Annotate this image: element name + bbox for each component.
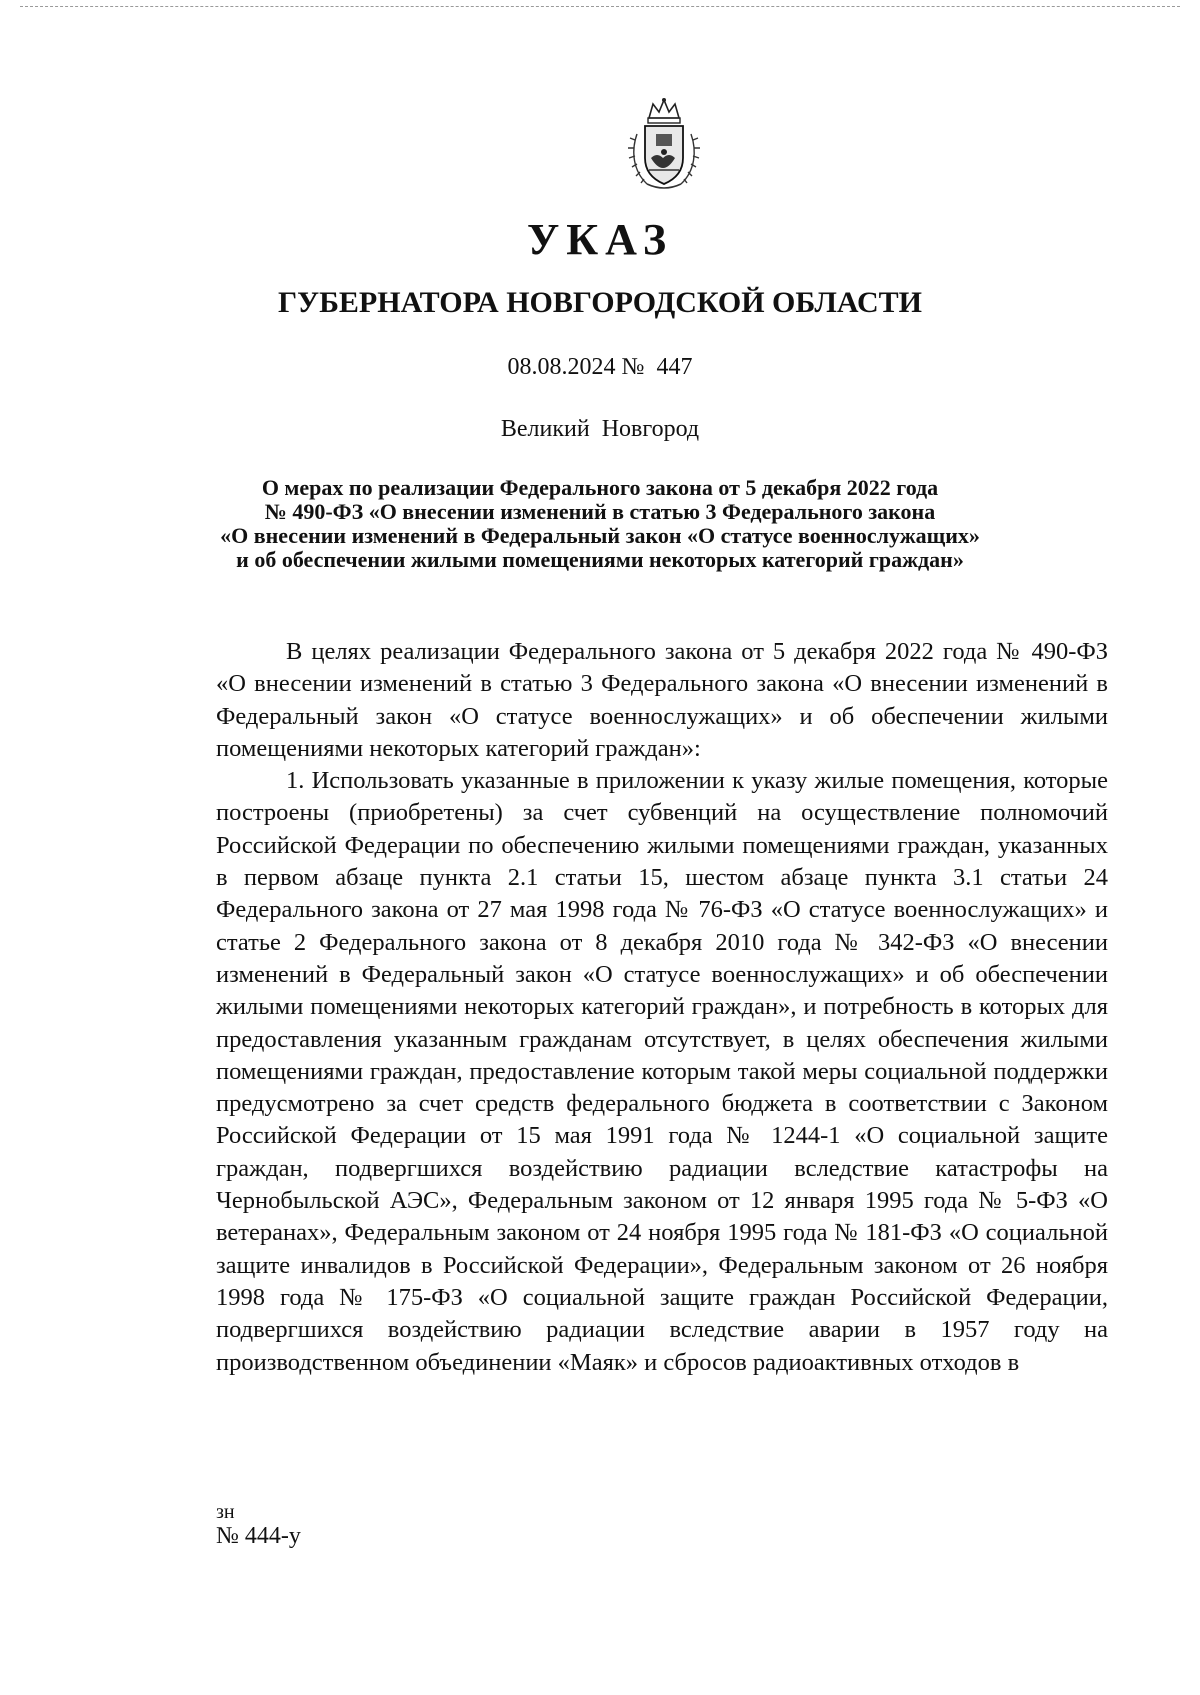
document-city: Великий Новгород xyxy=(500,416,700,442)
heading-line: «О внесении изменений в Федеральный закон «О статусе военнослужащих» xyxy=(220,523,980,548)
heading-line: № 490-ФЗ «О внесении изменений в статью 3 Федерального закона xyxy=(264,499,936,524)
executor-mark: зн xyxy=(216,1501,235,1523)
heading-line: О мерах по реализации Федерального закона от 5 декабря 2022 года xyxy=(261,475,939,500)
body-paragraph-item-1: 1. Использовать указанные в приложении к указу жилые помещения, которые построены (приобретены) за счет субвенций на осуществление полномочий Российской Федерации по обеспечению жилыми помещениями граждан, указанных в первом абзаце пункта 2.1 статьи 15, шестом абзаце пункта 3.1 статьи 24 Федерального закона от 27 мая 1998 года № 76-ФЗ «О статусе военнослужащих» и статье 2 Федерального закона от 8 декабря 2010 года № 342-ФЗ «О внесении изменений в Федеральный закон «О статусе военнослужащих» и об обеспечении жилыми помещениями некоторых категорий граждан», и потребность в которых для предоставления указанным гражданам отсутствует, в целях обеспечения жилыми помещениями граждан, предоставление которым такой меры социальной поддержки предусмотрено за счет средств федерального бюджета в соответствии с Законом Российской Федерации от 15 мая 1991 года № 1244-1 «О социальной защите граждан, подвергшихся воздействию радиации вследствие катастрофы на Чернобыльской АЭС», Федеральным законом от 12 января 1995 года № 5-ФЗ «О ветеранах», Федеральным законом от 24 ноября 1995 года № 181-ФЗ «О социальной защите инвалидов в Российской Федерации», Федеральным законом от 26 ноября 1998 года № 175-ФЗ «О социальной защите граждан Российской Федерации, подвергшихся воздействию радиации вследствие аварии в 1957 году на производственном объединении «Маяк» и сбросов радиоактивных отходов в xyxy=(216,767,1108,1376)
body-paragraph-preamble: В целях реализации Федерального закона от 5 декабря 2022 года № 490-ФЗ «О внесении изменений в статью 3 Федерального закона «О внесении изменений в Федеральный закон «О статусе военнослужащих» и об обеспечении жилыми помещениями некоторых категорий граждан»: xyxy=(216,638,1108,762)
number-sign: № xyxy=(621,354,645,380)
document-issuer: ГУБЕРНАТОРА НОВГОРОДСКОЙ ОБЛАСТИ xyxy=(277,286,923,319)
coat-of-arms-icon xyxy=(625,96,703,196)
document-body xyxy=(216,636,1108,1379)
document-number: 447 xyxy=(656,354,693,380)
document-heading xyxy=(0,476,1200,572)
registration-reference: № 444-у xyxy=(216,1523,301,1549)
scan-edge-divider xyxy=(20,6,1180,7)
date-number-line xyxy=(0,354,1200,381)
document-title: УКАЗ xyxy=(526,215,674,264)
document-date: 08.08.2024 xyxy=(507,354,616,380)
heading-line: и об обеспечении жилыми помещениями некоторых категорий граждан» xyxy=(236,547,964,572)
